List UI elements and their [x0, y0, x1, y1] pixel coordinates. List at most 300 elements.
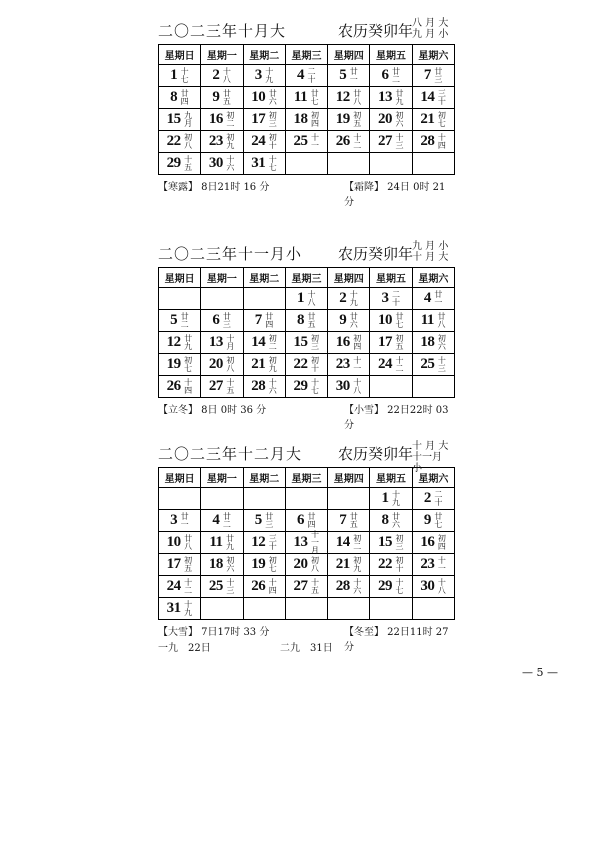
weekday-header: 星期三 [285, 468, 327, 488]
day-number: 20 [293, 556, 308, 572]
day-cell [159, 554, 201, 576]
day-content [286, 554, 327, 575]
lunar-months [412, 241, 448, 263]
day-number: 29 [378, 578, 393, 594]
day-content [159, 554, 200, 575]
day-cell [412, 488, 454, 510]
lunar-day: 十二 [184, 577, 193, 595]
day-content [159, 65, 200, 86]
day-content [201, 510, 242, 531]
day-content [286, 354, 327, 375]
day-cell [328, 576, 370, 598]
day-content [328, 354, 369, 375]
day-cell [285, 376, 327, 398]
day-cell [328, 532, 370, 554]
day-content [328, 576, 369, 597]
lunar-day: 十七 [310, 377, 319, 395]
day-content [413, 510, 454, 531]
day-content [370, 532, 411, 553]
lunar-day: 初七 [184, 355, 193, 373]
week-row [159, 488, 455, 510]
day-number: 1 [296, 290, 304, 306]
weekday-header: 星期六 [412, 45, 454, 65]
day-content [244, 153, 285, 174]
day-number: 23 [335, 356, 350, 372]
day-content [328, 310, 369, 331]
day-number: 9 [423, 512, 431, 528]
lunar-day: 十九 [265, 66, 274, 84]
lunar-day: 廿六 [268, 88, 277, 106]
day-content [413, 554, 454, 575]
day-number: 2 [339, 290, 347, 306]
day-content [413, 488, 454, 509]
day-number: 6 [296, 512, 304, 528]
day-cell [328, 332, 370, 354]
lunar-month-line: 九 月 小 [412, 241, 449, 252]
day-number: 19 [166, 356, 181, 372]
lunar-day: 二十 [392, 289, 401, 307]
day-content [413, 87, 454, 108]
day-content [328, 510, 369, 531]
weekday-header: 星期四 [328, 45, 370, 65]
lunar-day: 十八 [222, 66, 231, 84]
day-content [201, 554, 242, 575]
day-cell [159, 376, 201, 398]
day-content [159, 532, 200, 553]
day-content [201, 532, 242, 553]
day-number: 26 [335, 133, 350, 149]
lunar-month-line: 十 月 大 [412, 441, 449, 452]
lunar-day: 廿四 [180, 88, 189, 106]
day-cell [285, 87, 327, 109]
day-number: 4 [423, 290, 431, 306]
day-number: 29 [293, 378, 308, 394]
lunar-day: 初四 [437, 533, 446, 551]
lunar-day: 三十 [437, 88, 446, 106]
day-number: 25 [293, 133, 308, 149]
weekday-header: 星期一 [201, 268, 243, 288]
day-content [286, 576, 327, 597]
day-cell [201, 554, 243, 576]
week-row [159, 131, 455, 153]
day-cell [243, 65, 285, 87]
lunar-day: 廿五 [307, 311, 316, 329]
day-number: 13 [208, 334, 223, 350]
day-cell [243, 532, 285, 554]
solar-terms [158, 401, 455, 431]
lunar-day: 初二 [353, 533, 362, 551]
lunar-day: 廿八 [353, 88, 362, 106]
empty-cell [243, 488, 285, 510]
day-content [286, 376, 327, 397]
day-number: 5 [254, 512, 262, 528]
day-cell [370, 576, 412, 598]
day-cell [412, 532, 454, 554]
day-number: 11 [293, 89, 308, 105]
lunar-day: 廿八 [437, 311, 446, 329]
lunar-day: 初七 [437, 110, 446, 128]
lunar-day: 十六 [353, 577, 362, 595]
day-content [201, 354, 242, 375]
weekday-header: 星期五 [370, 268, 412, 288]
day-cell [370, 510, 412, 532]
month-header [158, 241, 455, 267]
week-row [159, 310, 455, 332]
winter-counting [158, 639, 455, 653]
lunar-day: 初五 [353, 110, 362, 128]
weekday-header: 星期二 [243, 468, 285, 488]
solar-term: 【寒露】 8日21时 16 分 [158, 182, 270, 193]
day-content [413, 288, 454, 309]
solar-term: 【冬至】 22日11时 27 分 [344, 627, 449, 653]
weekday-header: 星期一 [201, 45, 243, 65]
day-cell [370, 310, 412, 332]
day-cell [285, 288, 327, 310]
lunar-day: 廿二 [392, 66, 401, 84]
day-number: 8 [296, 312, 304, 328]
empty-cell [201, 488, 243, 510]
lunar-day: 廿五 [222, 88, 231, 106]
week-row [159, 376, 455, 398]
day-cell [285, 65, 327, 87]
weekday-header: 星期五 [370, 468, 412, 488]
day-number: 10 [251, 89, 266, 105]
day-content [328, 532, 369, 553]
day-number: 13 [378, 89, 393, 105]
lunar-day: 十七 [180, 66, 189, 84]
month-title: 二〇二三年十二月大 [158, 445, 303, 463]
day-number: 27 [378, 133, 393, 149]
lunar-day: 廿三 [434, 66, 443, 84]
day-cell [370, 288, 412, 310]
day-number: 20 [378, 111, 393, 127]
day-cell [370, 87, 412, 109]
lunar-day: 十八 [307, 289, 316, 307]
lunar-day: 廿九 [226, 533, 235, 551]
day-cell [370, 354, 412, 376]
day-content [244, 109, 285, 130]
solar-term: 【立冬】 8日 0时 36 分 [158, 405, 267, 416]
lunar-day: 初八 [184, 132, 193, 150]
day-content [370, 354, 411, 375]
day-cell [412, 109, 454, 131]
day-number: 27 [208, 378, 223, 394]
lunar-day: 初十 [310, 355, 319, 373]
lunar-day: 廿六 [392, 511, 401, 529]
day-number: 3 [170, 512, 178, 528]
page-number: — 5 — [522, 666, 558, 679]
day-cell [243, 510, 285, 532]
day-content [413, 576, 454, 597]
calendar-grid [158, 44, 455, 175]
day-cell [201, 131, 243, 153]
empty-cell [159, 488, 201, 510]
day-cell [328, 109, 370, 131]
day-cell [412, 131, 454, 153]
day-cell [159, 576, 201, 598]
weekday-header: 星期日 [159, 45, 201, 65]
lunar-day: 十七 [268, 154, 277, 172]
day-content [244, 510, 285, 531]
lunar-day: 十九 [349, 289, 358, 307]
weekday-header: 星期一 [201, 468, 243, 488]
day-cell [159, 109, 201, 131]
lunar-day: 初六 [437, 333, 446, 351]
lunar-months [412, 441, 455, 474]
nine-count-start: 一九 22日 [158, 643, 211, 654]
week-row [159, 598, 455, 620]
day-number: 21 [251, 356, 266, 372]
day-cell [159, 598, 201, 620]
day-cell [370, 488, 412, 510]
week-row [159, 288, 455, 310]
day-cell [370, 332, 412, 354]
day-number: 2 [423, 490, 431, 506]
solar-term: 【大雪】 7日17时 33 分 [158, 627, 270, 638]
lunar-day: 初五 [395, 333, 404, 351]
lunar-day: 初六 [395, 110, 404, 128]
day-content [413, 354, 454, 375]
empty-cell [159, 288, 201, 310]
day-number: 26 [166, 378, 181, 394]
day-cell [412, 510, 454, 532]
lunar-day: 十五 [184, 154, 193, 172]
lunar-day: 廿八 [184, 533, 193, 551]
day-cell [201, 532, 243, 554]
weekday-header: 星期四 [328, 468, 370, 488]
day-number: 17 [166, 556, 181, 572]
day-cell [159, 65, 201, 87]
day-number: 11 [209, 534, 223, 550]
day-cell [412, 87, 454, 109]
lunar-day: 初三 [310, 333, 319, 351]
day-number: 16 [420, 534, 435, 550]
lunar-day: 廿一 [349, 66, 358, 84]
empty-cell [412, 598, 454, 620]
day-content [328, 65, 369, 86]
day-number: 20 [208, 356, 223, 372]
weekday-header: 星期三 [285, 45, 327, 65]
day-cell [201, 65, 243, 87]
month-header [158, 18, 455, 44]
day-content [244, 354, 285, 375]
day-content [201, 332, 242, 353]
month-title: 二〇二三年十一月小 [158, 245, 303, 263]
day-content [328, 109, 369, 130]
solar-terms [158, 178, 455, 208]
lunar-day: 十六 [268, 377, 277, 395]
lunar-day: 十九 [184, 599, 193, 617]
weekday-header: 星期日 [159, 468, 201, 488]
month-december [158, 441, 455, 653]
day-number: 18 [293, 111, 308, 127]
day-cell [328, 310, 370, 332]
day-content [328, 376, 369, 397]
day-number: 15 [293, 334, 308, 350]
lunar-day: 十四 [268, 577, 277, 595]
lunar-year: 农历癸卯年 [338, 245, 414, 263]
day-number: 21 [335, 556, 350, 572]
lunar-day: 廿三 [222, 311, 231, 329]
weekday-header: 星期六 [412, 268, 454, 288]
day-content [159, 332, 200, 353]
day-content [201, 65, 242, 86]
empty-cell [328, 488, 370, 510]
day-number: 13 [293, 534, 308, 550]
day-cell [201, 576, 243, 598]
day-number: 18 [208, 556, 223, 572]
day-content [328, 554, 369, 575]
day-content [328, 131, 369, 152]
day-cell [370, 65, 412, 87]
day-number: 6 [212, 312, 220, 328]
day-cell [328, 510, 370, 532]
weekday-header: 星期二 [243, 45, 285, 65]
day-cell [243, 109, 285, 131]
day-content [159, 87, 200, 108]
empty-cell [243, 288, 285, 310]
lunar-day: 廿二 [180, 311, 189, 329]
day-cell [328, 87, 370, 109]
lunar-day: 初五 [184, 555, 193, 573]
day-content [201, 376, 242, 397]
day-number: 28 [420, 133, 435, 149]
lunar-day: 十八 [437, 577, 446, 595]
weekday-header-row [159, 468, 455, 488]
day-number: 6 [381, 67, 389, 83]
day-cell [328, 288, 370, 310]
empty-cell [370, 376, 412, 398]
day-cell [201, 376, 243, 398]
day-number: 28 [335, 578, 350, 594]
lunar-day: 十三 [395, 132, 404, 150]
week-row [159, 153, 455, 175]
day-content [413, 310, 454, 331]
day-number: 23 [208, 133, 223, 149]
day-number: 14 [335, 534, 350, 550]
day-content [413, 65, 454, 86]
lunar-day: 初二 [268, 333, 277, 351]
lunar-day: 廿一 [180, 511, 189, 529]
day-number: 31 [251, 155, 266, 171]
lunar-day: 二十 [434, 489, 443, 507]
weekday-header: 星期六 [412, 468, 454, 488]
lunar-day: 十六 [226, 154, 235, 172]
lunar-day: 初四 [353, 333, 362, 351]
day-cell [328, 376, 370, 398]
day-content [286, 87, 327, 108]
day-number: 30 [208, 155, 223, 171]
day-content [370, 109, 411, 130]
day-content [370, 288, 411, 309]
day-content [244, 131, 285, 152]
day-number: 18 [420, 334, 435, 350]
day-content [159, 131, 200, 152]
day-number: 10 [166, 534, 181, 550]
day-cell [285, 109, 327, 131]
day-number: 5 [170, 312, 178, 328]
day-cell [328, 131, 370, 153]
week-row [159, 532, 455, 554]
day-number: 24 [378, 356, 393, 372]
lunar-day: 十三 [437, 355, 446, 373]
lunar-day: 初六 [226, 555, 235, 573]
day-content [244, 332, 285, 353]
day-cell [243, 354, 285, 376]
day-cell [201, 310, 243, 332]
day-number: 12 [166, 334, 181, 350]
lunar-day: 廿六 [349, 311, 358, 329]
day-number: 30 [420, 578, 435, 594]
day-cell [243, 153, 285, 175]
day-cell [243, 332, 285, 354]
week-row [159, 354, 455, 376]
day-cell [201, 153, 243, 175]
day-content [159, 354, 200, 375]
lunar-day: 三十 [268, 533, 277, 551]
weekday-header: 星期五 [370, 45, 412, 65]
day-cell [201, 109, 243, 131]
day-cell [328, 554, 370, 576]
day-number: 1 [170, 67, 178, 83]
lunar-day: 初三 [268, 110, 277, 128]
day-cell [201, 332, 243, 354]
day-content [159, 510, 200, 531]
day-number: 9 [339, 312, 347, 328]
weekday-header-row [159, 268, 455, 288]
day-content [244, 532, 285, 553]
day-content [370, 510, 411, 531]
day-content [244, 65, 285, 86]
day-content [244, 87, 285, 108]
empty-cell [285, 153, 327, 175]
day-cell [412, 554, 454, 576]
day-number: 12 [335, 89, 350, 105]
lunar-day: 廿七 [395, 311, 404, 329]
lunar-day: 十一 [310, 132, 319, 150]
lunar-day: 初十 [395, 555, 404, 573]
day-cell [412, 288, 454, 310]
lunar-day: 九月 [184, 110, 193, 128]
lunar-day: 廿二 [222, 511, 231, 529]
empty-cell [285, 488, 327, 510]
day-number: 12 [251, 534, 266, 550]
day-content [413, 131, 454, 152]
lunar-day: 初八 [310, 555, 319, 573]
day-cell [243, 554, 285, 576]
day-number: 7 [339, 512, 347, 528]
day-cell [201, 510, 243, 532]
day-number: 19 [335, 111, 350, 127]
empty-cell [201, 288, 243, 310]
day-content [244, 576, 285, 597]
day-number: 21 [420, 111, 435, 127]
day-number: 17 [378, 334, 393, 350]
lunar-day: 十九 [392, 489, 401, 507]
day-content [413, 532, 454, 553]
day-number: 31 [166, 600, 181, 616]
day-cell [412, 310, 454, 332]
day-cell [285, 576, 327, 598]
day-number: 10 [378, 312, 393, 328]
weekday-header: 星期四 [328, 268, 370, 288]
lunar-day: 十四 [437, 132, 446, 150]
day-cell [243, 87, 285, 109]
day-content [286, 65, 327, 86]
day-number: 11 [420, 312, 434, 328]
day-cell [285, 510, 327, 532]
lunar-day: 十七 [395, 577, 404, 595]
